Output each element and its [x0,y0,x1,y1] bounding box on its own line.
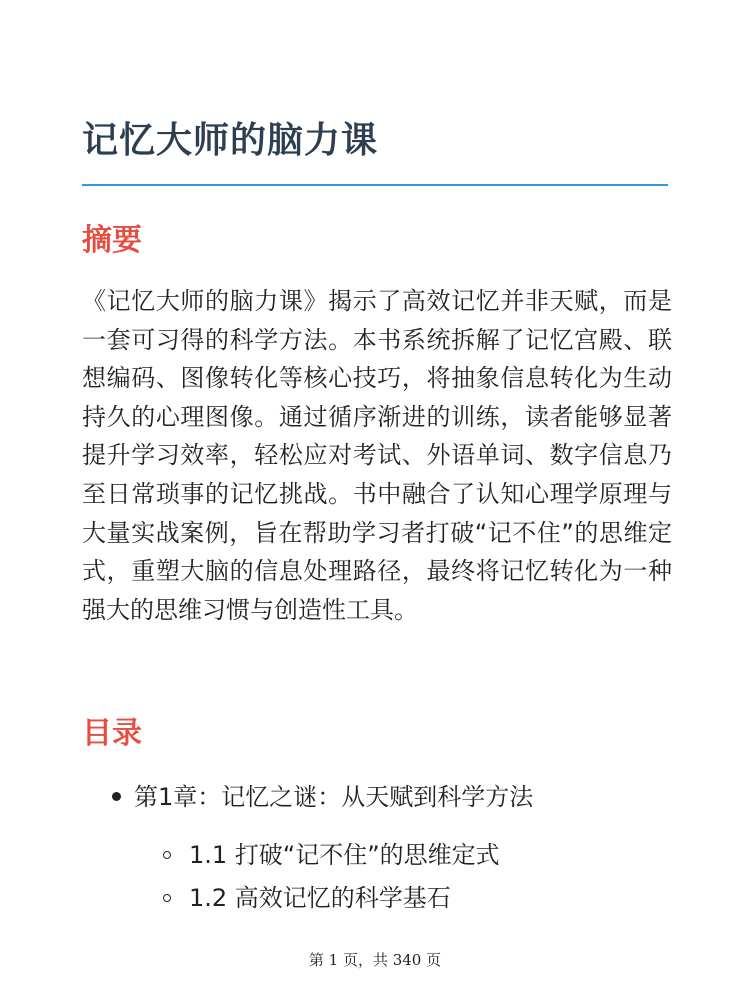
document-title: 记忆大师的脑力课 [82,120,379,161]
toc-chapter-1[interactable]: 第1章：记忆之谜：从天赋到科学方法 [134,783,534,811]
abstract-heading: 摘要 [82,223,142,258]
page-number: 第 1 页，共 340 页 [308,951,442,969]
circle-bullet-icon [163,894,171,902]
toc-section-1-2[interactable]: 1.2 高效记忆的科学基石 [189,884,451,912]
circle-bullet-icon [163,851,171,859]
title-divider [82,184,668,186]
toc-section-1-1[interactable]: 1.1 打破“记不住”的思维定式 [189,841,500,869]
abstract-body: 《记忆大师的脑力课》揭示了高效记忆并非天赋，而是一套可习得的科学方法。本书系统拆解了记忆宫殿、联想编码、图像转化等核心技巧，将抽象信息转化为生动持久的心理图像。通过循序渐进的训练，读者能够显著提升学习效率，轻松应对考试、外语单词、数字信息乃至日常琐事的记忆挑战。书中融合了认知心理学原理与大量实战案例，旨在帮助学习者打破“记不住”的思维定式，重塑大脑的信息处理路径，最终将记忆转化为一种强大的思维习惯与创造性工具。 [82,287,672,624]
disc-bullet-icon [112,792,121,801]
toc-heading: 目录 [82,716,142,751]
